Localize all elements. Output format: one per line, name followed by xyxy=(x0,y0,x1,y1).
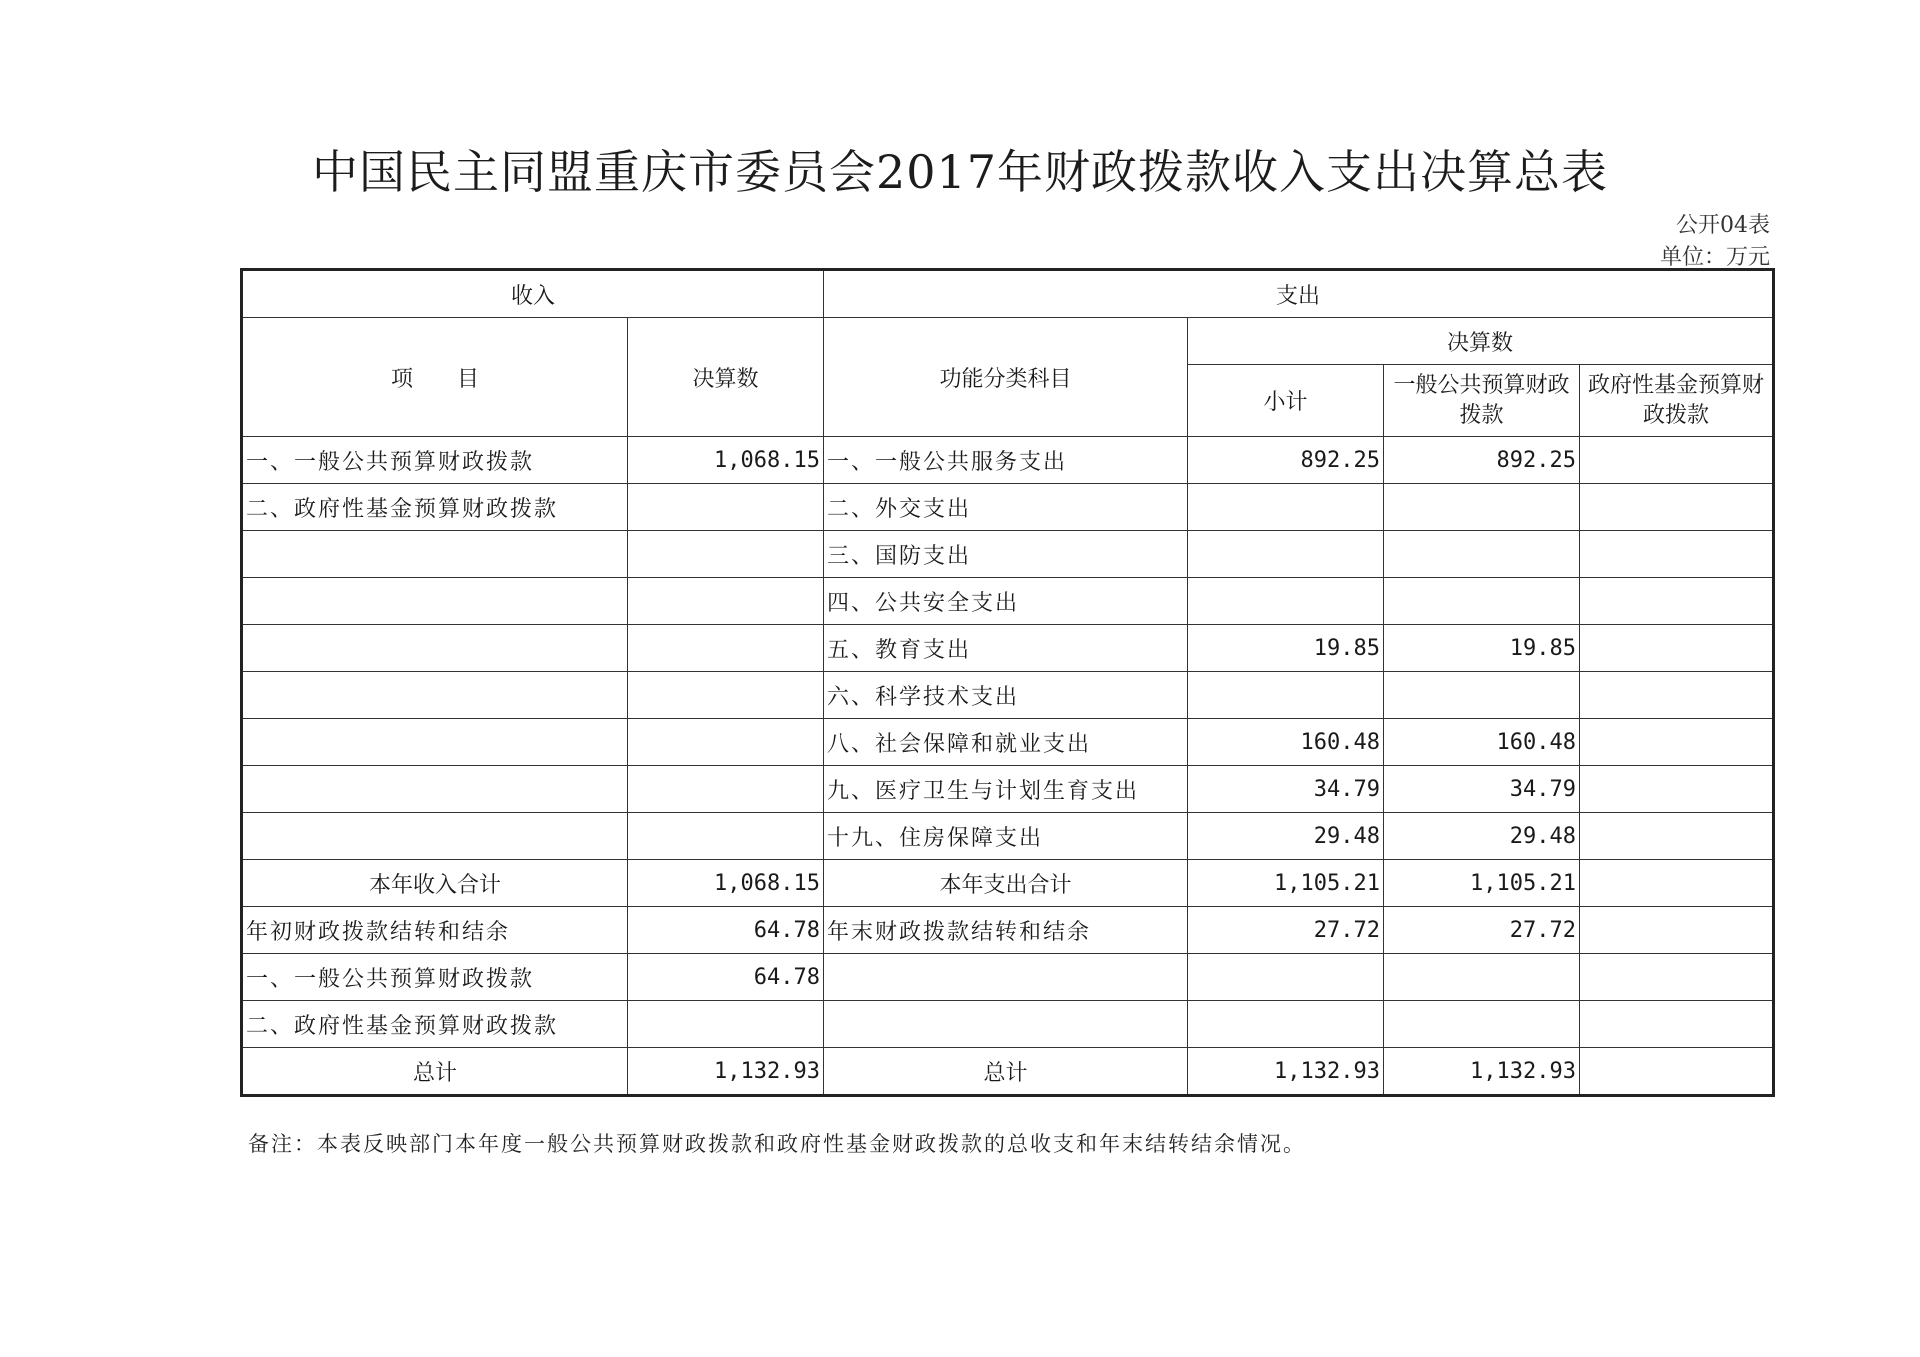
expense-fund xyxy=(1580,625,1774,672)
expense-fund xyxy=(1580,1001,1774,1048)
expense-item: 五、教育支出 xyxy=(824,625,1188,672)
expense-general: 19.85 xyxy=(1384,625,1580,672)
unit-label: 单位：万元 xyxy=(1659,245,1770,270)
expense-item: 八、社会保障和就业支出 xyxy=(824,719,1188,766)
general-header: 一般公共预算财政拨款 xyxy=(1384,365,1580,437)
income-item: 二、政府性基金预算财政拨款 xyxy=(242,1001,628,1048)
amount-header: 决算数 xyxy=(628,318,824,437)
expense-subtotal: 1,132.93 xyxy=(1188,1048,1384,1096)
income-amount xyxy=(628,625,824,672)
table-row xyxy=(242,531,1774,578)
expense-fund xyxy=(1580,907,1774,954)
expense-item: 四、公共安全支出 xyxy=(824,578,1188,625)
income-item xyxy=(242,531,628,578)
table-row xyxy=(242,860,1774,907)
table-row xyxy=(242,578,1774,625)
income-amount xyxy=(628,1001,824,1048)
expense-subtotal xyxy=(1188,1001,1384,1048)
income-amount xyxy=(628,719,824,766)
income-amount xyxy=(628,531,824,578)
expense-general: 892.25 xyxy=(1384,437,1580,484)
expense-subtotal xyxy=(1188,954,1384,1001)
income-item: 二、政府性基金预算财政拨款 xyxy=(242,484,628,531)
expense-subtotal xyxy=(1188,484,1384,531)
table-row xyxy=(242,907,1774,954)
expense-fund xyxy=(1580,813,1774,860)
table-row xyxy=(242,954,1774,1001)
expense-item: 一、一般公共服务支出 xyxy=(824,437,1188,484)
expense-subtotal: 27.72 xyxy=(1188,907,1384,954)
expense-general: 160.48 xyxy=(1384,719,1580,766)
income-item xyxy=(242,766,628,813)
footnote: 备注：本表反映部门本年度一般公共预算财政拨款和政府性基金财政拨款的总收支和年末结转结余情况。 xyxy=(248,1132,1306,1156)
expense-item: 二、外交支出 xyxy=(824,484,1188,531)
income-header: 收入 xyxy=(242,270,824,318)
subtotal-header: 小计 xyxy=(1188,365,1384,437)
income-item xyxy=(242,625,628,672)
expense-subtotal xyxy=(1188,578,1384,625)
item-header: 项 目 xyxy=(242,318,628,437)
expense-subtotal: 892.25 xyxy=(1188,437,1384,484)
income-item: 一、一般公共预算财政拨款 xyxy=(242,437,628,484)
expense-subtotal: 34.79 xyxy=(1188,766,1384,813)
income-amount xyxy=(628,766,824,813)
expense-fund xyxy=(1580,672,1774,719)
income-amount: 1,068.15 xyxy=(628,437,824,484)
income-amount xyxy=(628,672,824,719)
expense-fund xyxy=(1580,860,1774,907)
income-amount xyxy=(628,813,824,860)
income-item xyxy=(242,672,628,719)
expense-general: 27.72 xyxy=(1384,907,1580,954)
expense-fund xyxy=(1580,766,1774,813)
income-item: 年初财政拨款结转和结余 xyxy=(242,907,628,954)
expense-general xyxy=(1384,1001,1580,1048)
expense-item xyxy=(824,954,1188,1001)
table-row xyxy=(242,437,1774,484)
expense-fund xyxy=(1580,437,1774,484)
expense-general: 1,105.21 xyxy=(1384,860,1580,907)
table-row xyxy=(242,813,1774,860)
income-item xyxy=(242,813,628,860)
income-item xyxy=(242,719,628,766)
expense-item: 六、科学技术支出 xyxy=(824,672,1188,719)
expense-fund xyxy=(1580,954,1774,1001)
expense-fund xyxy=(1580,531,1774,578)
expense-general xyxy=(1384,578,1580,625)
income-amount xyxy=(628,578,824,625)
expense-fund xyxy=(1580,578,1774,625)
expense-general xyxy=(1384,672,1580,719)
expense-general: 34.79 xyxy=(1384,766,1580,813)
income-total-label: 本年收入合计 xyxy=(242,860,628,907)
table-row xyxy=(242,766,1774,813)
final-header: 决算数 xyxy=(1188,318,1774,365)
income-amount: 1,132.93 xyxy=(628,1048,824,1096)
table-row xyxy=(242,625,1774,672)
table-row xyxy=(242,484,1774,531)
income-amount: 64.78 xyxy=(628,954,824,1001)
grand-total-label: 总计 xyxy=(242,1048,628,1096)
table-row xyxy=(242,1001,1774,1048)
table-row xyxy=(242,1048,1774,1096)
grand-total-label: 总计 xyxy=(824,1048,1188,1096)
expense-subtotal xyxy=(1188,672,1384,719)
income-amount xyxy=(628,484,824,531)
expense-item: 十九、住房保障支出 xyxy=(824,813,1188,860)
fund-header: 政府性基金预算财政拨款 xyxy=(1580,365,1774,437)
table-row xyxy=(242,719,1774,766)
expense-item: 年末财政拨款结转和结余 xyxy=(824,907,1188,954)
income-item: 一、一般公共预算财政拨款 xyxy=(242,954,628,1001)
expense-general xyxy=(1384,484,1580,531)
income-item xyxy=(242,578,628,625)
table-row xyxy=(242,672,1774,719)
expense-fund xyxy=(1580,1048,1774,1096)
expense-fund xyxy=(1580,484,1774,531)
expense-header: 支出 xyxy=(824,270,1774,318)
income-amount: 64.78 xyxy=(628,907,824,954)
expense-item: 三、国防支出 xyxy=(824,531,1188,578)
income-amount: 1,068.15 xyxy=(628,860,824,907)
expense-general xyxy=(1384,531,1580,578)
expense-subtotal xyxy=(1188,531,1384,578)
expense-general: 29.48 xyxy=(1384,813,1580,860)
budget-table xyxy=(240,268,1775,1097)
func-header: 功能分类科目 xyxy=(824,318,1188,437)
expense-subtotal: 29.48 xyxy=(1188,813,1384,860)
form-number: 公开04表 xyxy=(1676,213,1770,238)
expense-subtotal: 1,105.21 xyxy=(1188,860,1384,907)
expense-general: 1,132.93 xyxy=(1384,1048,1580,1096)
expense-subtotal: 19.85 xyxy=(1188,625,1384,672)
expense-item xyxy=(824,1001,1188,1048)
expense-subtotal: 160.48 xyxy=(1188,719,1384,766)
expense-general xyxy=(1384,954,1580,1001)
page-title: 中国民主同盟重庆市委员会2017年财政拨款收入支出决算总表 xyxy=(311,145,1609,199)
expense-total-label: 本年支出合计 xyxy=(824,860,1188,907)
expense-fund xyxy=(1580,719,1774,766)
expense-item: 九、医疗卫生与计划生育支出 xyxy=(824,766,1188,813)
